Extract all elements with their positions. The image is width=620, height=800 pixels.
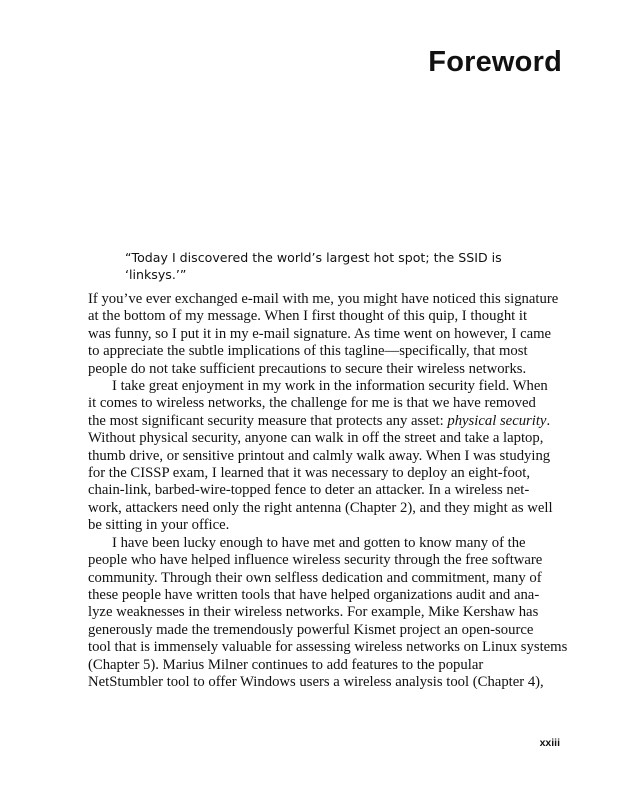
- text-line: tool that is immensely valuable for assessing wireless networks on Linux systems: [88, 639, 568, 656]
- epigraph-quote: [125, 249, 502, 283]
- body-text: [88, 291, 566, 691]
- epigraph-line: “Today I discovered the world’s largest hot spot; the SSID is: [125, 250, 502, 265]
- text-line: I take great enjoyment in my work in the information security field. When: [112, 378, 548, 395]
- text-line: lyze weaknesses in their wireless networks. For example, Mike Kershaw has: [88, 604, 539, 621]
- text-line: work, attackers need only the right antenna (Chapter 2), and they might as well: [88, 499, 553, 516]
- text-line: (Chapter 5). Marius Milner continues to add features to the popular: [88, 656, 484, 673]
- text-line: chain-link, barbed-wire-topped fence to deter an attacker. In a wireless net-: [88, 482, 530, 499]
- text-line: Without physical security, anyone can walk in off the street and take a laptop,: [88, 430, 544, 447]
- text-line: people do not take sufficient precautions to secure their wireless networks.: [88, 360, 527, 377]
- text-line: it comes to wireless networks, the challenge for me is that we have removed: [88, 395, 536, 412]
- text-line: be sitting in your office.: [88, 517, 230, 534]
- text-line: people who have helped influence wireless security through the free software: [88, 552, 543, 569]
- text-line-emphasis: [88, 413, 566, 430]
- text-line: generously made the tremendously powerful Kismet project an open-source: [88, 621, 534, 638]
- text-line: I have been lucky enough to have met and gotten to know many of the: [112, 534, 526, 551]
- text-line: these people have written tools that have helped organizations audit and ana-: [88, 586, 540, 603]
- text-line: NetStumbler tool to offer Windows users a wireless analysis tool (Chapter 4),: [88, 673, 544, 690]
- epigraph-line: ‘linksys.’”: [125, 267, 187, 282]
- text-line: was funny, so I put it in my e-mail signature. As time went on however, I came: [88, 325, 552, 342]
- text-line: community. Through their own selfless dedication and commitment, many of: [88, 569, 542, 586]
- emphasis-text: physical security: [447, 412, 547, 429]
- text-segment: the most significant security measure that protects any asset:: [88, 412, 448, 429]
- text-line: If you’ve ever exchanged e-mail with me, you might have noticed this signature: [88, 291, 559, 307]
- page-number: xxiii: [539, 737, 560, 749]
- text-line: for the CISSP exam, I learned that it was necessary to deploy an eight-foot,: [88, 465, 531, 482]
- text-line: at the bottom of my message. When I first thought of this quip, I thought it: [88, 308, 528, 325]
- text-segment: .: [546, 412, 551, 429]
- text-line: thumb drive, or sensitive printout and calmly walk away. When I was studying: [88, 447, 551, 464]
- chapter-title: Foreword: [428, 46, 562, 78]
- text-line: to appreciate the subtle implications of this tagline—specifically, that most: [88, 343, 528, 360]
